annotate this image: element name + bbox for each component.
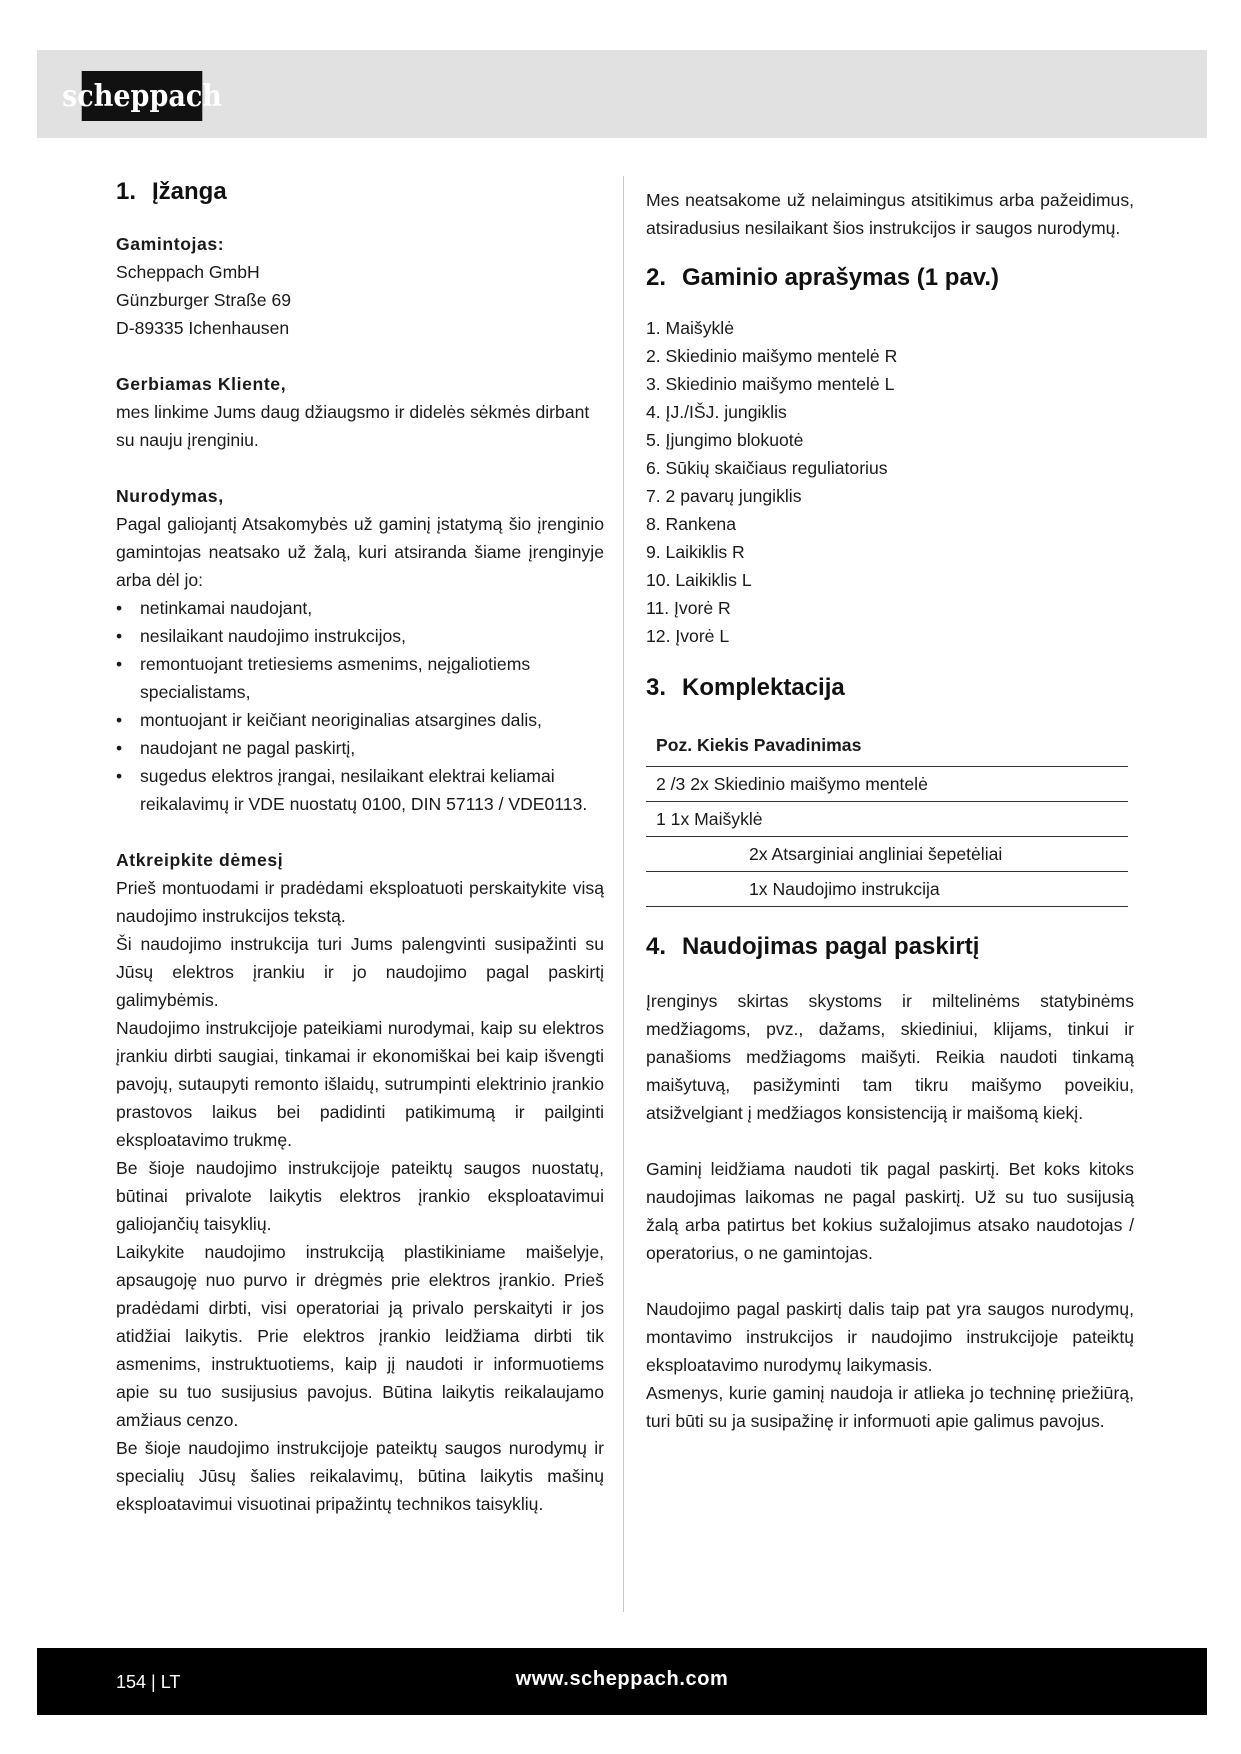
list-item: 12. Įvorė L: [646, 626, 730, 646]
list-item: 5. Įjungimo blokuotė: [646, 430, 804, 450]
table-row: 1 1x Maišyklė: [646, 802, 1128, 837]
list-item: • naudojant ne pagal paskirtį,: [116, 734, 604, 762]
manufacturer-label: Gamintojas:: [116, 234, 225, 254]
page-header: [37, 50, 1207, 138]
table-row: 1x Naudojimo instrukcija: [646, 872, 1128, 907]
attention-paragraph: Prieš montuodami ir pradėdami eksploatuoti perskaitykite visą naudojimo instrukcijos tekstą.: [116, 878, 604, 926]
scope-of-delivery-table: [646, 724, 1128, 907]
website-link[interactable]: www.scheppach.com: [515, 1668, 729, 1690]
list-item: 1. Maišyklė: [646, 318, 734, 338]
list-item: 6. Sūkių skaičiaus reguliatorius: [646, 458, 888, 478]
list-item: 11. Įvorė R: [646, 598, 731, 618]
attention-label: Atkreipkite dėmesį: [116, 850, 284, 870]
liability-list: [116, 594, 604, 818]
list-item: 8. Rankena: [646, 514, 736, 534]
list-item: 10. Laikiklis L: [646, 570, 752, 590]
parts-list: [646, 314, 1134, 650]
section-1-title: Įžanga: [152, 178, 227, 205]
manufacturer-line: Günzburger Straße 69: [116, 290, 292, 310]
usage-paragraph: Naudojimo pagal paskirtį dalis taip pat yra saugos nurodymų, montavimo instrukcijos ir naudojimo instrukcijoje pateiktų eksploatavimo nurodymų laikymasis.: [646, 1299, 1134, 1375]
list-item: 4. ĮJ./IŠJ. jungiklis: [646, 402, 787, 422]
scheppach-logo: scheppach: [82, 71, 203, 121]
usage-paragraph: Asmenys, kurie gaminį naudoja ir atlieka jo techninę priežiūrą, turi būti su ja susipažinę ir informuoti apie galimus pavojus.: [646, 1383, 1134, 1431]
list-item: • sugedus elektros įrangai, nesilaikant elektrai keliamai reikalavimų ir VDE nuostatų 0100, DIN 57113 / VDE0113.: [116, 762, 604, 818]
attention-paragraph: Be šioje naudojimo instrukcijoje pateiktų saugos nurodymų ir specialių Jūsų šalies reikalavimų, būtina laikytis mašinų eksploatavimui visuotinai pripažintų technikos taisyklių.: [116, 1438, 604, 1514]
attention-paragraph: Naudojimo instrukcijoje pateikiami nurodymai, kaip su elektros įrankiu dirbti saugiai, tinkamai ir ekonomiškai bei kaip išvengti pavojų, sutaupyti remonto išlaidų, sutrumpinti elektrinio įrankio prastovos laikus bei padidinti patikimumą ir pailginti eksploatavimo trukmę.: [116, 1018, 604, 1150]
right-column: [646, 186, 1134, 1435]
section-4-title: Naudojimas pagal paskirtį: [682, 933, 980, 960]
list-item: 9. Laikiklis R: [646, 542, 745, 562]
list-item: • netinkamai naudojant,: [116, 594, 604, 622]
liability-intro: Mes neatsakome už nelaimingus atsitikimus arba pažeidimus, atsiradusius nesilaikant šios instrukcijos ir saugos nurodymų.: [646, 190, 1134, 238]
customer-label: Gerbiamas Kliente,: [116, 374, 287, 394]
customer-text: mes linkime Jums daug džiaugsmo ir didelės sėkmės dirbant su nauju įrenginiu.: [116, 402, 590, 450]
section-3-title: Komplektacija: [682, 674, 845, 701]
list-item: • remontuojant tretiesiems asmenims, neįgaliotiems specialistams,: [116, 650, 604, 706]
manufacturer-line: Scheppach GmbH: [116, 262, 260, 282]
list-item: 3. Skiedinio maišymo mentelė L: [646, 374, 895, 394]
page-footer: [37, 1648, 1207, 1715]
usage-paragraph: Gaminį leidžiama naudoti tik pagal paskirtį. Bet koks kitoks naudojimas laikomas ne pagal paskirtį. Už su tuo susijusią žalą arba patirtus bet kokius sužalojimus atsako naudotojas / operatorius, o ne gamintojas.: [646, 1159, 1134, 1263]
list-item: 7. 2 pavarų jungiklis: [646, 486, 802, 506]
section-2-title: Gaminio aprašymas (1 pav.): [682, 264, 1000, 291]
attention-paragraph: Laikykite naudojimo instrukciją plastikiniame maišelyje, apsaugoję nuo purvo ir drėgmės prie elektros įrankio. Prieš pradėdami dirbti, visi operatoriai ją privalo perskaityti ir jos atidžiai laikytis. Prie elektros įrankio leidžiama dirbti tik asmenims, instruktuotiems, kaip jį naudoti ir informuotiems apie su tuo susijusius pavojus. Būtina laikytis reikalaujamo amžiaus cenzo.: [116, 1242, 604, 1430]
section-2-heading: 2. Gaminio aprašymas (1 pav.): [646, 262, 1134, 294]
usage-paragraph: Įrenginys skirtas skystoms ir miltelinėms statybinėms medžiagoms, pvz., dažams, skiediniui, klijams, tinkui ir panašioms medžiagoms maišyti. Reikia naudoti tinkamą maišytuvą, pasižyminti tam tikru maišymo poveikiu, atsižvelgiant į medžiagos konsistenciją ir maišomą kiekį.: [646, 991, 1134, 1123]
note-text: Pagal galiojantį Atsakomybės už gaminį įstatymą šio įrenginio gamintojas neatsako už žalą, kuri atsiranda šiame įrenginyje arba dėl jo:: [116, 514, 604, 590]
table-row: 2x Atsarginiai angliniai šepetėliai: [646, 837, 1128, 872]
section-1-heading: 1. Įžanga: [116, 176, 604, 208]
manufacturer-line: D-89335 Ichenhausen: [116, 318, 290, 338]
section-4-heading: 4. Naudojimas pagal paskirtį: [646, 931, 1134, 963]
page-number: 154 | LT: [116, 1672, 181, 1692]
table-row: 2 /3 2x Skiedinio maišymo mentelė: [646, 767, 1128, 802]
list-item: 2. Skiedinio maišymo mentelė R: [646, 346, 898, 366]
attention-paragraph: Be šioje naudojimo instrukcijoje pateiktų saugos nuostatų, būtinai privalote laikytis elektros įrankio eksploatavimui galiojančių taisyklių.: [116, 1158, 604, 1234]
note-label: Nurodymas,: [116, 486, 224, 506]
left-column: [116, 176, 604, 1518]
list-item: • nesilaikant naudojimo instrukcijos,: [116, 622, 604, 650]
table-header: Poz. Kiekis Pavadinimas: [646, 724, 1128, 767]
list-item: • montuojant ir keičiant neoriginalias atsargines dalis,: [116, 706, 604, 734]
section-3-heading: 3. Komplektacija: [646, 672, 1134, 704]
column-divider: [623, 176, 624, 1612]
attention-paragraph: Ši naudojimo instrukcija turi Jums palengvinti susipažinti su Jūsų elektros įrankiu ir jo naudojimo pagal paskirtį galimybėmis.: [116, 934, 604, 1010]
